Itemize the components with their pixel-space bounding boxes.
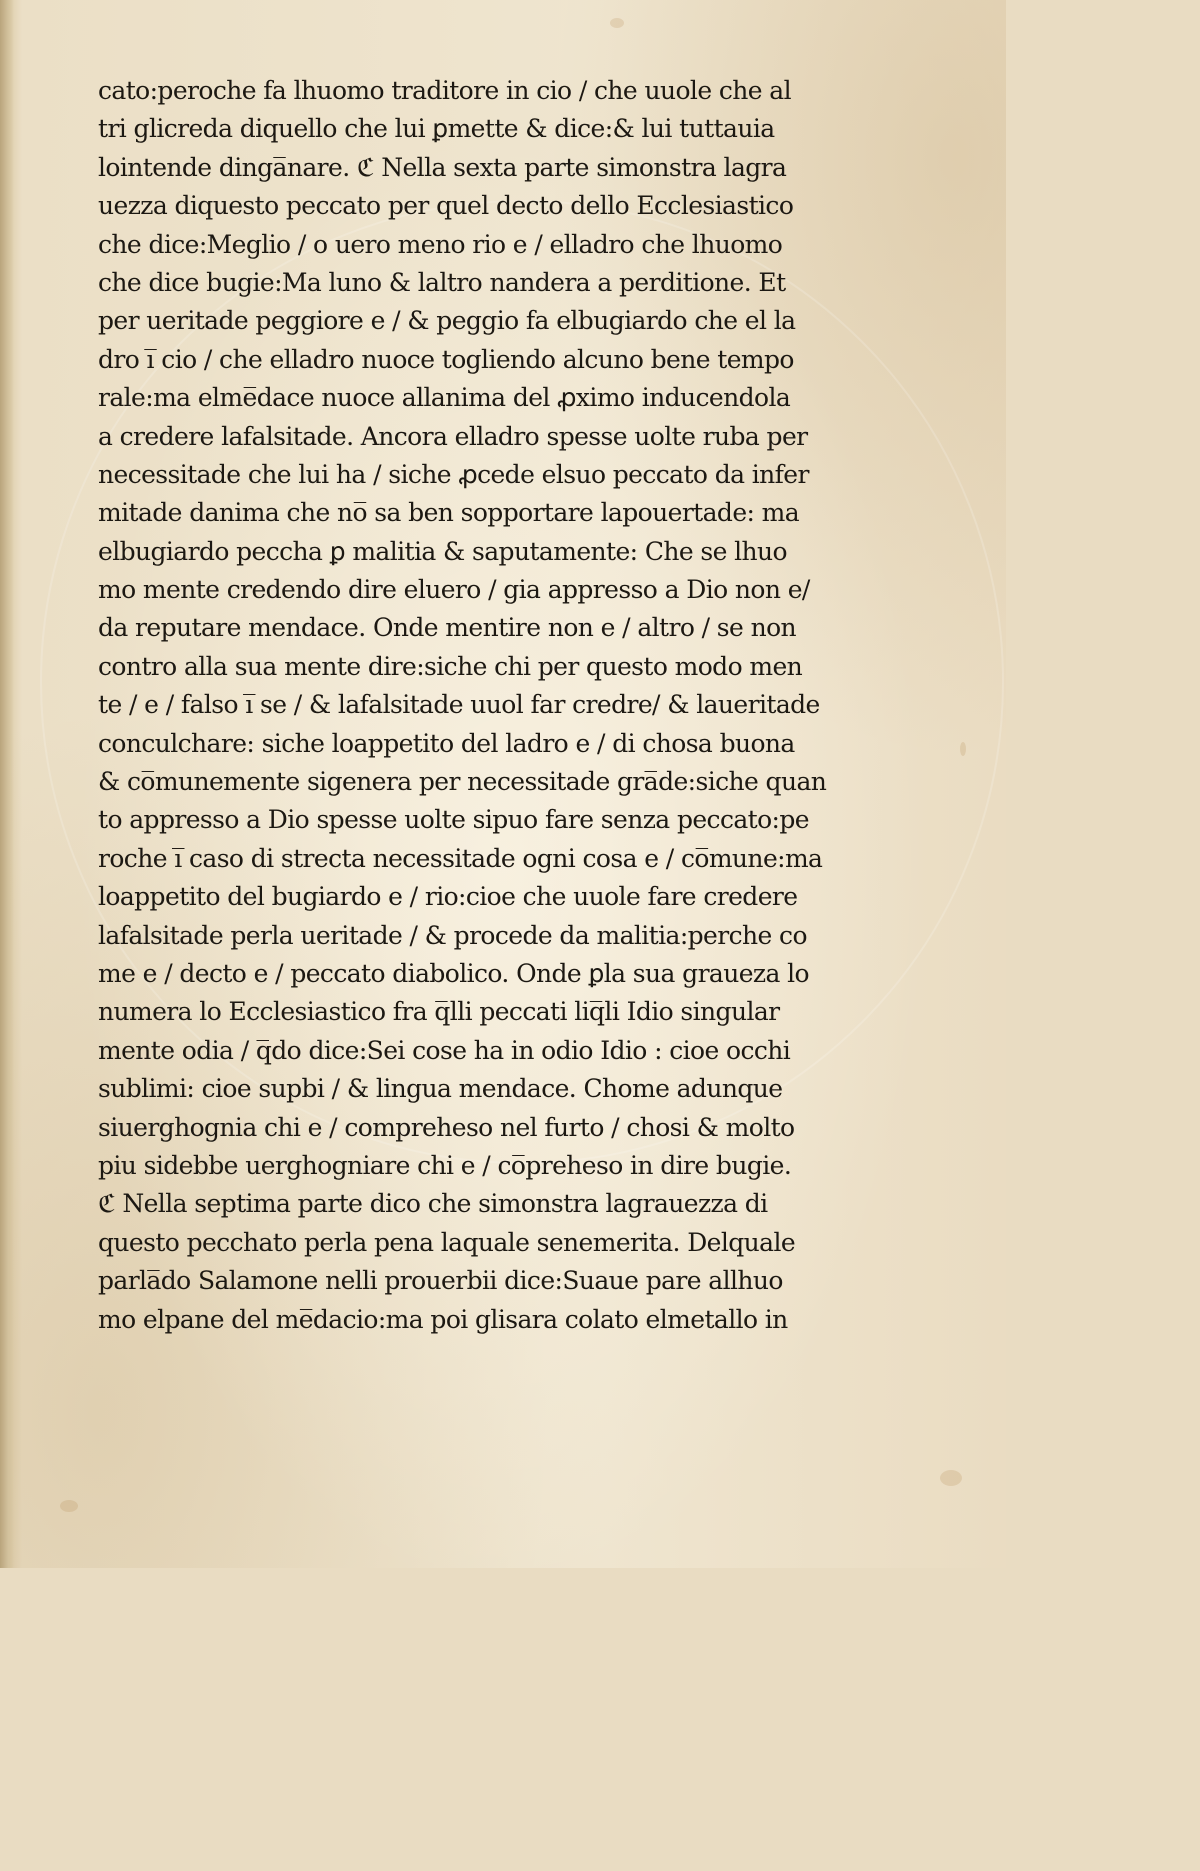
text-line: tri glicreda diquello che lui ꝑmette & dice:& lui tuttauia (98, 114, 775, 144)
text-line: cato:peroche fa lhuomo traditore in cio / che uuole che al (98, 76, 792, 105)
text-line: piu sidebbe uerghogniare chi e / co̅prehesο in dire bugie. (98, 1150, 792, 1180)
text-line: dro i̅ cio / che elladro nuoce togliendo alcuno bene tempo (98, 344, 794, 374)
text-line: mo mente credendo dire eluero / gia appresso a Dio non e/ (98, 575, 810, 605)
text-line: & co̅munemente sigenera per necessitade gra̅de:siche quan (98, 767, 827, 797)
text-line: questo pecchato perla pena laquale senemerita. Delquale (98, 1227, 796, 1257)
text-line: to appresso a Dio spesse uolte sipuo fare senza peccato:pe (98, 805, 809, 835)
text-line: ℭ Nella septima parte dico che simonstra lagrauezza di (98, 1189, 768, 1219)
text-line: necessitade che lui ha / siche ꝓcede elsuo peccato da infer (98, 459, 809, 489)
text-line: che dice bugie:Ma luno & laltro nandera a perditione. Et (98, 267, 786, 297)
text-line: siuerghognia chi e / comprehesο nel furto / chosi & molto (98, 1112, 795, 1142)
text-line: a credere lafalsitade. Ancora elladro spesse uolte ruba per (98, 421, 808, 451)
text-line: per ueritade peggiore e / & peggio fa elbugiardo che el la (98, 306, 796, 336)
text-line: lafalsitade perla ueritade / & procede da malitia:perche co (98, 920, 807, 950)
text-line: mitade danima che no̅ sa ben sopportare lapouertade: ma (98, 498, 800, 528)
text-line: da reputare mendace. Onde mentire non e / altro / se non (98, 613, 797, 643)
foxing-spot (940, 1470, 962, 1486)
text-line: te / e / falso i̅ se / & lafalsitade uuol far credre/ & laueritade (98, 690, 820, 720)
text-line: roche i̅ caso di strecta necessitade ogni cosa e / co̅mune:ma (98, 843, 823, 873)
text-line: mente odia / q̅do dice:Sei cose ha in odio Idio : cioe occhi (98, 1035, 791, 1065)
text-line: loappetito del bugiardo e / rio:cioe che uuole fare credere (98, 882, 798, 912)
text-line: numera lo Ecclesiastico fra q̅lli peccati liq̅li Idio singular (98, 997, 780, 1027)
foxing-spot (60, 1500, 78, 1512)
text-line: mo elpane del me̅dacio:ma poi glisara colato elmetallo in (98, 1304, 788, 1334)
page-gutter (0, 0, 14, 1568)
text-line: contro alla sua mente dire:siche chi per questo modo men (98, 651, 803, 681)
text-line: uezza diquesto peccato per quel decto dello Ecclesiastico (98, 191, 794, 221)
text-line: sublimi: cioe supbi / & lingua mendace. Chome adunque (98, 1074, 783, 1104)
foxing-spot (960, 742, 966, 756)
text-line: che dice:Meglio / o uero meno rio e / elladro che lhuomo (98, 229, 783, 259)
text-block (98, 72, 828, 1339)
foxing-spot (610, 18, 624, 28)
text-line: rale:ma elme̅dace nuoce allanima del ꝓximo inducendola (98, 383, 791, 413)
text-line: lointende dinga̅nare. ℭ Nella sexta parte simonstra lagra (98, 152, 787, 182)
text-line: parla̅do Salamone nelli prouerbii dice:Suaue pare allhuo (98, 1266, 783, 1296)
text-line: me e / decto e / peccato diabolico. Onde ꝑla sua graueza lo (98, 958, 809, 988)
text-line: conculchare: siche loappetito del ladro e / di chosa buona (98, 728, 795, 758)
text-line: elbugiardo peccha ꝑ malitia & saputamente: Che se lhuo (98, 536, 788, 566)
